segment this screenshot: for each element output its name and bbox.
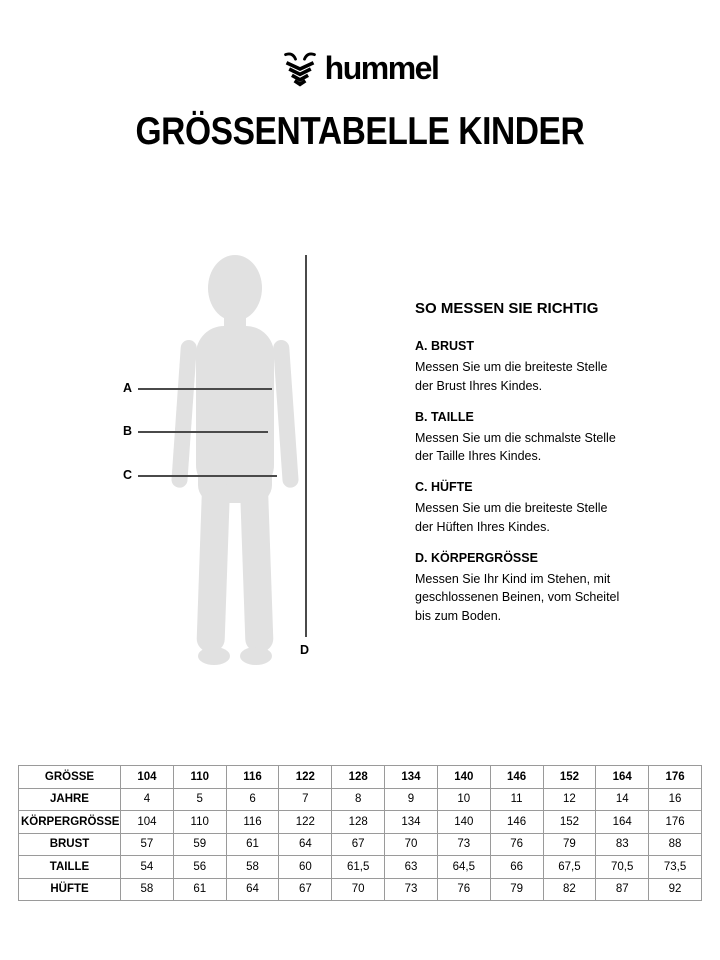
size-value-cell: 67	[279, 878, 332, 901]
size-value-cell: 66	[490, 856, 543, 879]
size-value-cell: 8	[332, 788, 385, 811]
hummel-logo-text: hummel	[324, 50, 439, 86]
size-value-cell: 12	[543, 788, 596, 811]
size-value-cell: 70	[332, 878, 385, 901]
size-value-cell: 88	[649, 833, 702, 856]
size-value-cell: 87	[596, 878, 649, 901]
instruction-title: D. KÖRPERGRÖSSE	[415, 550, 538, 565]
instruction-title: B. TAILLE	[415, 409, 474, 424]
size-value-cell: 6	[226, 788, 279, 811]
size-value-cell: 128	[332, 811, 385, 834]
size-value-cell: 82	[543, 878, 596, 901]
size-table-row	[19, 856, 702, 879]
size-value-cell: 176	[649, 811, 702, 834]
measure-line-taille	[138, 431, 268, 433]
size-value-cell: 7	[279, 788, 332, 811]
size-row-label: GRÖSSE	[19, 766, 121, 789]
size-value-cell: 152	[543, 811, 596, 834]
size-value-cell: 59	[173, 833, 226, 856]
size-value-cell: 16	[649, 788, 702, 811]
size-table-body	[19, 766, 702, 901]
size-table-row	[19, 766, 702, 789]
size-value-cell: 64	[279, 833, 332, 856]
measure-label-b: B	[123, 424, 133, 438]
size-value-cell: 60	[279, 856, 332, 879]
size-value-cell: 63	[385, 856, 438, 879]
instruction-title: C. HÜFTE	[415, 480, 473, 494]
size-value-cell: 56	[173, 856, 226, 879]
size-value-cell: 73	[385, 878, 438, 901]
size-value-cell: 58	[226, 856, 279, 879]
instruction-item	[415, 480, 623, 537]
size-value-cell: 176	[649, 766, 702, 789]
instruction-text: Messen Sie Ihr Kind im Stehen, mit geschlossenen Beinen, vom Scheitel bis zum Boden.	[415, 571, 620, 623]
size-value-cell: 70	[385, 833, 438, 856]
size-value-cell: 54	[121, 856, 174, 879]
size-value-cell: 76	[490, 833, 543, 856]
size-row-label: TAILLE	[19, 856, 121, 879]
size-value-cell: 79	[543, 833, 596, 856]
size-value-cell: 83	[596, 833, 649, 856]
size-value-cell: 116	[226, 811, 279, 834]
instruction-item	[415, 339, 623, 396]
size-value-cell: 146	[490, 766, 543, 789]
size-value-cell: 76	[437, 878, 490, 901]
size-value-cell: 5	[173, 788, 226, 811]
measure-label-a: A	[123, 381, 133, 395]
size-value-cell: 61,5	[332, 856, 385, 879]
size-row-label: JAHRE	[19, 788, 121, 811]
size-row-label: KÖRPERGRÖSSE	[19, 811, 121, 834]
instruction-item	[415, 551, 623, 626]
size-value-cell: 61	[173, 878, 226, 901]
size-value-cell: 152	[543, 766, 596, 789]
instruction-title: A. BRUST	[415, 339, 475, 353]
size-table-row	[19, 833, 702, 856]
size-value-cell: 9	[385, 788, 438, 811]
size-table-row	[19, 788, 702, 811]
size-value-cell: 57	[121, 833, 174, 856]
hummel-bee-icon	[282, 51, 318, 87]
size-table-row	[19, 811, 702, 834]
measure-line-koerpergroesse	[305, 255, 307, 637]
page-title: GRÖSSENTABELLE KINDER	[135, 110, 585, 153]
size-value-cell: 110	[173, 811, 226, 834]
size-value-cell: 110	[173, 766, 226, 789]
size-value-cell: 67	[332, 833, 385, 856]
size-value-cell: 67,5	[543, 856, 596, 879]
size-value-cell: 104	[121, 766, 174, 789]
size-value-cell: 10	[437, 788, 490, 811]
size-value-cell: 140	[437, 766, 490, 789]
size-value-cell: 122	[279, 811, 332, 834]
size-value-cell: 73	[437, 833, 490, 856]
size-value-cell: 64,5	[437, 856, 490, 879]
size-value-cell: 14	[596, 788, 649, 811]
size-value-cell: 140	[437, 811, 490, 834]
size-value-cell: 92	[649, 878, 702, 901]
size-row-label: HÜFTE	[19, 878, 121, 901]
size-value-cell: 122	[279, 766, 332, 789]
size-value-cell: 79	[490, 878, 543, 901]
size-value-cell: 128	[332, 766, 385, 789]
size-value-cell: 61	[226, 833, 279, 856]
size-table-row	[19, 878, 702, 901]
size-value-cell: 164	[596, 766, 649, 789]
instruction-text: Messen Sie um die breiteste Stelle der Brust Ihres Kindes.	[415, 360, 608, 393]
measure-label-d: D	[300, 643, 310, 657]
size-row-label: BRUST	[19, 833, 121, 856]
size-value-cell: 70,5	[596, 856, 649, 879]
instruction-item	[415, 410, 623, 467]
size-value-cell: 104	[121, 811, 174, 834]
size-value-cell: 73,5	[649, 856, 702, 879]
measurement-instructions	[415, 300, 623, 640]
size-value-cell: 134	[385, 811, 438, 834]
hummel-logo	[0, 50, 720, 87]
instruction-text: Messen Sie um die schmalste Stelle der Taille Ihres Kindes.	[415, 430, 616, 464]
size-value-cell: 58	[121, 878, 174, 901]
measure-label-c: C	[123, 468, 133, 482]
size-table	[18, 765, 702, 901]
measure-line-brust	[138, 388, 272, 390]
size-value-cell: 164	[596, 811, 649, 834]
instructions-heading: SO MESSEN SIE RICHTIG	[415, 300, 599, 317]
measure-line-huefte	[138, 475, 277, 477]
size-value-cell: 146	[490, 811, 543, 834]
size-value-cell: 11	[490, 788, 543, 811]
child-silhouette	[150, 248, 320, 673]
size-value-cell: 4	[121, 788, 174, 811]
size-value-cell: 116	[226, 766, 279, 789]
instruction-text: Messen Sie um die breiteste Stelle der Hüften Ihres Kindes.	[415, 501, 608, 534]
instruction-list	[415, 339, 623, 626]
size-value-cell: 134	[385, 766, 438, 789]
size-value-cell: 64	[226, 878, 279, 901]
